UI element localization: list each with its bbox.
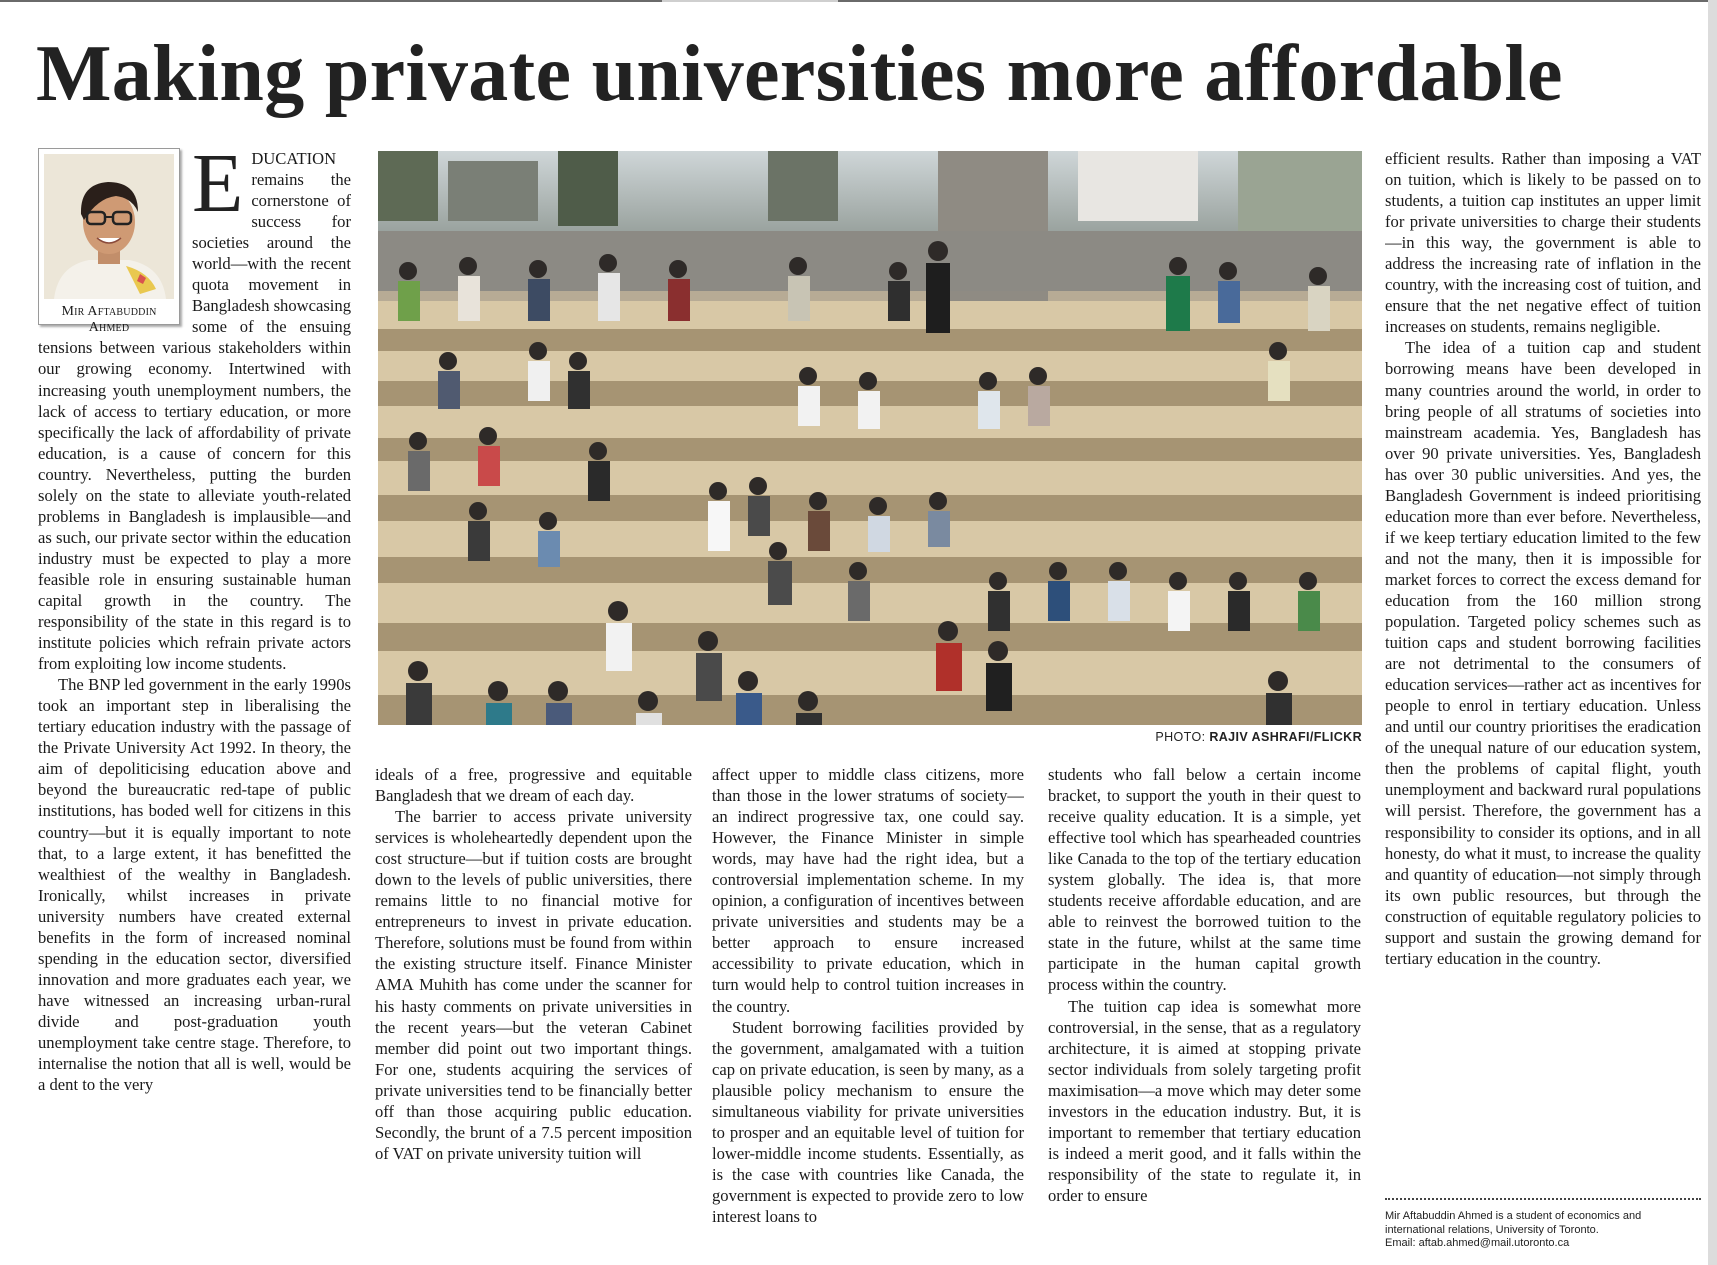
- author-name: Mir Aftabuddin Ahmed: [61, 304, 157, 335]
- author-portrait: [44, 154, 174, 299]
- paragraph: remains the cornerstone of success for societies around the world—with the recent quota movement in Bangladesh showcasing some of the ensuing tensions between various stakeholders within our growing economy. Intertwined with increasing youth unemployment numbers, the lack of access to tertiary education, or more specifically the lack of affordability of private education, is a cause of concern for this country. Nevertheless, putting the burden solely on the state to alleviate youth-related problems in Bangladesh is implausible—and as such, our private sector within the education industry must be expected to play a more feasible role in ensuring sustainable human capital growth in the country. The responsibility of the state in this regard is to institute policies which refrain private actors from exploiting low income students.: [38, 170, 351, 674]
- bio-divider: [1385, 1198, 1701, 1200]
- article-column-1: [38, 148, 351, 1265]
- author-photo-box: [38, 148, 180, 335]
- paragraph: efficient results. Rather than imposing a VAT on tuition, which is likely to be passed on to students, a tuition cap institutes an upper limit for private universities to charge their students—in this way, the government is able to address the increasing rate of inflation in the country, with the increasing cost of tuition, and ensure that the net negative effect of tuition increases on students, remains negligible.: [1385, 149, 1701, 337]
- students-on-steps-photo: [378, 151, 1362, 725]
- paragraph: Student borrowing facilities provided by the government, amalgamated with a tuition cap on private education, is seen by many, as a plausible policy mechanism to ensure the simultaneous viability for private universities to prosper and an equitable level of tuition for lower-middle income students. Essentially, as is the case with countries like Canada, the government is expected to provide zero to low interest loans to: [712, 1017, 1024, 1226]
- paragraph: The BNP led government in the early 1990s took an important step in liberalising the tertiary education industry with the passage of the Private University Act 1992. In theory, the aim of depoliticising education above and beyond the bureaucratic red-tape of public institutions, has boded well for citizens in this country—but it is equally important to note that, to a large extent, it has benefitted the wealthiest of the wealthy in Bangladesh. Ironically, whilst increases in private university numbers have created external benefits in the form of increased nominal spending in the education sector, diversified innovation and more graduates each year, we have witnessed an increasing urban-rural divide and post-graduation youth unemployment take centre stage. Therefore, to internalise the notion that all is well, would be a dent to the very: [38, 675, 351, 1095]
- article-column-3: [712, 764, 1024, 1265]
- lead-word: DUCATION: [251, 149, 337, 168]
- article-column-2: [375, 764, 692, 1265]
- drop-cap: E: [192, 148, 244, 230]
- paragraph: The tuition cap idea is somewhat more controversial, in the sense, that as a regulatory architecture, it is aimed at stopping private sector individuals from solely targeting profit maximisation—a move which may deter some investors in the education industry. But, it is important to remember that tertiary education is indeed a merit good, and it falls within the responsibility of the state to regulate it, in order to ensure: [1048, 996, 1361, 1205]
- page-edge: [1708, 0, 1717, 1265]
- top-rule: [0, 0, 1717, 2]
- author-bio: [1385, 1210, 1701, 1251]
- paragraph: students who fall below a certain income bracket, to support the youth in their quest to receive quality education. It is a simple, yet effective tool which has spearheaded countries like Canada to the top of the tertiary education system globally. The idea is, that more students receive affordable education, and are able to reinvest the borrowed tuition to the state in the future, whilst at the same time participate in the human capital growth process within the country.: [1048, 765, 1361, 995]
- article-column-5: [1385, 148, 1701, 1188]
- paragraph: The idea of a tuition cap and student borrowing means have been developed in many countries around the world, in order to bring people of all stratums of societies into mainstream academia. Yes, Bangladesh has over 90 private universities. Yes, Bangladesh has over 30 public universities. And yes, the Bangladesh Government is indeed prioritising education more than ever before. Nevertheless, if we keep tertiary education limited to the few and not the many, then it is impossible for market forces to correct the excess demand for education from the 160 million strong population. Targeted policy schemes such as tuition caps and student borrowing facilities are not detrimental to the consumers of education services—rather act as incentives for people to enrol in tertiary education. Unless and until our country prioritises the eradication of the unequal nature of our education system, then the problems of capital flight, youth unemployment and backward rural populations will persist. Therefore, the government has a responsibility to consider its options, and in all honesty, do what it must, to increase the quality and quantity of education—not simply through its own public resources, but through the construction of equitable regulatory policies to support and sustain the growing demand for tertiary education in the country.: [1385, 338, 1701, 968]
- paragraph: affect upper to middle class citizens, more than those in the lower stratums of society—an indirect progressive tax, one could say. However, the Finance Minister in simple words, may have had the right idea, but a controversial implementation scheme. In my opinion, a configuration of incentives between private universities and students may be a better approach to ensure increased accessibility to private education, which in turn would help to control tuition increases in the country.: [712, 765, 1024, 1016]
- bio-text: Mir Aftabuddin Ahmed is a student of economics and international relations, University of Toronto.: [1385, 1210, 1642, 1236]
- bio-email: Email: aftab.ahmed@mail.utoronto.ca: [1385, 1237, 1570, 1249]
- photo-credit: PHOTO: RAJIV ASHRAFI/FLICKR: [1155, 730, 1362, 744]
- paragraph: The barrier to access private university services is wholeheartedly dependent upon the cost structure—but if tuition costs are brought down to the levels of public universities, there remains little to no financial motive for entrepreneurs to invest in private education. Therefore, solutions must be found from within the existing structure itself. Finance Minister AMA Muhith has come under the scanner for his hasty comments on private universities in the recent years—but the veteran Cabinet member did point out two important things. For one, students acquiring the services of private universities tend to be financially better off than those acquiring public education. Secondly, the brunt of a 7.5 percent imposition of VAT on private university tuition will: [375, 807, 692, 1163]
- headline: Making private universities more affordable: [36, 30, 1563, 118]
- paragraph: ideals of a free, progressive and equitable Bangladesh that we dream of each day.: [375, 765, 692, 806]
- article-column-4: [1048, 764, 1361, 1265]
- lead-photo: [378, 151, 1362, 725]
